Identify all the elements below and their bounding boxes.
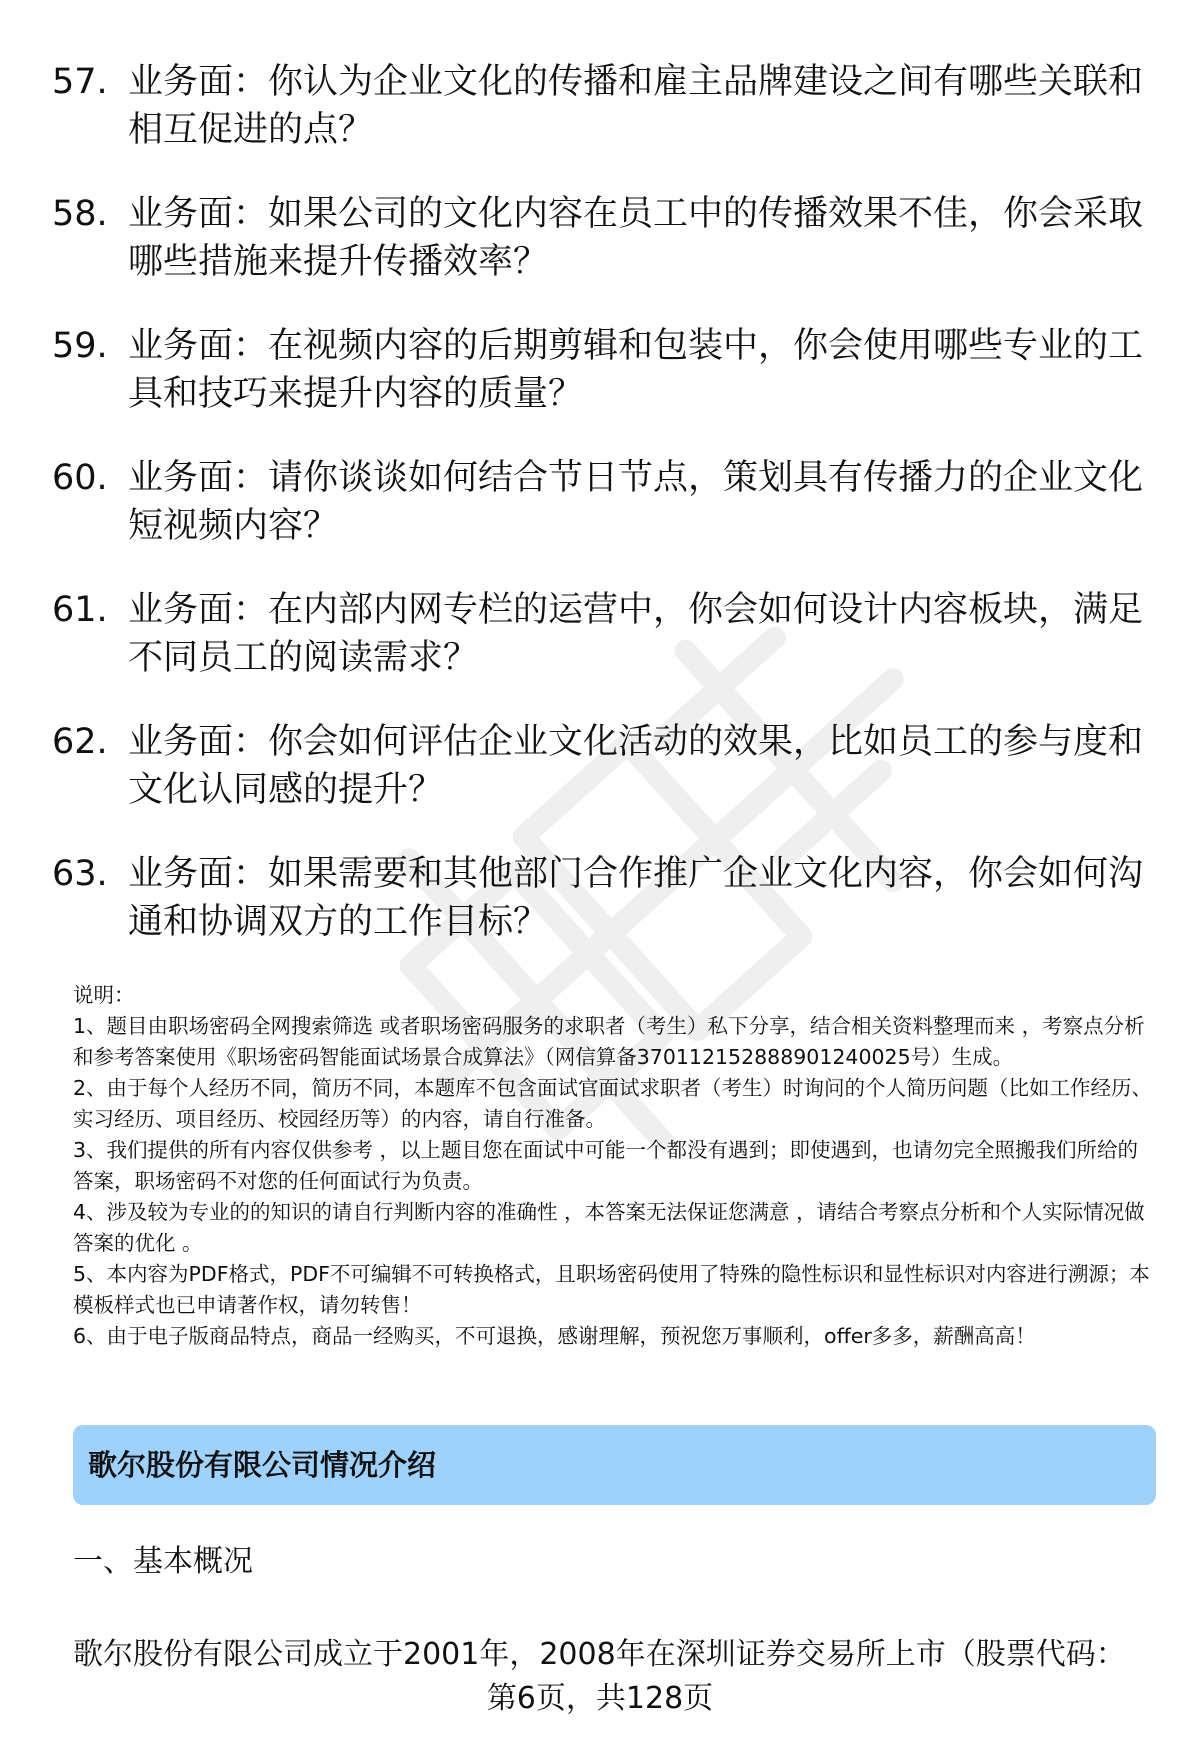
note-item: 6、由于电子版商品特点，商品一经购买，不可退换，感谢理解，预祝您万事顺利，offer多多，薪酬高高！ xyxy=(73,1324,1036,1348)
note-item: 5、本内容为PDF格式，PDF不可编辑不可转换格式，且职场密码使用了特殊的隐性标识和显性标识对内容进行溯源；本模板样式也已申请著作权，请勿转售！ xyxy=(73,1262,1150,1317)
question-number: 57. xyxy=(52,62,108,102)
company-overview-paragraph: 歌尔股份有限公司成立于2001年，2008年在深圳证券交易所上市（股票代码： xyxy=(73,1637,1126,1672)
question-text: 业务面：在视频内容的后期剪辑和包装中，你会使用哪些专业的工具和技巧来提升内容的质量？ xyxy=(128,326,1144,414)
question-item xyxy=(52,454,1152,586)
question-item xyxy=(52,586,1152,718)
question-number: 61. xyxy=(52,590,108,630)
question-item xyxy=(52,718,1152,850)
note-item: 4、涉及较为专业的的知识的请自行判断内容的准确性 ，本答案无法保证您满意 ，请结合考察点分析和个人实际情况做答案的优化 。 xyxy=(73,1200,1145,1255)
question-text: 业务面：在内部内网专栏的运营中，你会如何设计内容板块，满足不同员工的阅读需求？ xyxy=(128,590,1144,678)
question-list xyxy=(52,58,1152,982)
notes-title: 说明： xyxy=(73,983,135,1007)
page-number-footer: 第6页，共128页 xyxy=(486,1681,714,1716)
basic-overview-heading: 一、基本概况 xyxy=(73,1544,253,1579)
notes-section xyxy=(73,980,1158,1352)
company-section-banner xyxy=(73,1425,1156,1505)
company-section-title: 歌尔股份有限公司情况介绍 xyxy=(88,1448,437,1482)
question-item xyxy=(52,58,1152,190)
question-number: 60. xyxy=(52,458,108,498)
question-text: 业务面：你认为企业文化的传播和雇主品牌建设之间有哪些关联和相互促进的点？ xyxy=(128,62,1144,150)
question-item xyxy=(52,850,1152,982)
question-text: 业务面：请你谈谈如何结合节日节点，策划具有传播力的企业文化短视频内容？ xyxy=(128,458,1144,546)
question-item xyxy=(52,322,1152,454)
note-item: 2、由于每个人经历不同，简历不同，本题库不包含面试官面试求职者（考生）时询问的个人简历问题（比如工作经历、实习经历、项目经历、校园经历等）的内容，请自行准备。 xyxy=(73,1076,1153,1131)
question-text: 业务面：你会如何评估企业文化活动的效果，比如员工的参与度和文化认同感的提升？ xyxy=(128,722,1144,810)
question-text: 业务面：如果需要和其他部门合作推广企业文化内容，你会如何沟通和协调双方的工作目标？ xyxy=(128,854,1144,942)
question-number: 62. xyxy=(52,722,108,762)
question-number: 59. xyxy=(52,326,108,366)
question-text: 业务面：如果公司的文化内容在员工中的传播效果不佳，你会采取哪些措施来提升传播效率？ xyxy=(128,194,1144,282)
question-number: 63. xyxy=(52,854,108,894)
note-item: 1、题目由职场密码全网搜索筛选 或者职场密码服务的求职者（考生）私下分享，结合相关资料整理而来 ，考察点分析和参考答案使用《职场密码智能面试场景合成算法》（网信算备370112152888901240025号）生成。 xyxy=(73,1014,1145,1069)
note-item: 3、我们提供的所有内容仅供参考 ，以上题目您在面试中可能一个都没有遇到；即使遇到，也请勿完全照搬我们所给的答案，职场密码不对您的任何面试行为负责。 xyxy=(73,1138,1139,1193)
question-item xyxy=(52,190,1152,322)
question-number: 58. xyxy=(52,194,108,234)
